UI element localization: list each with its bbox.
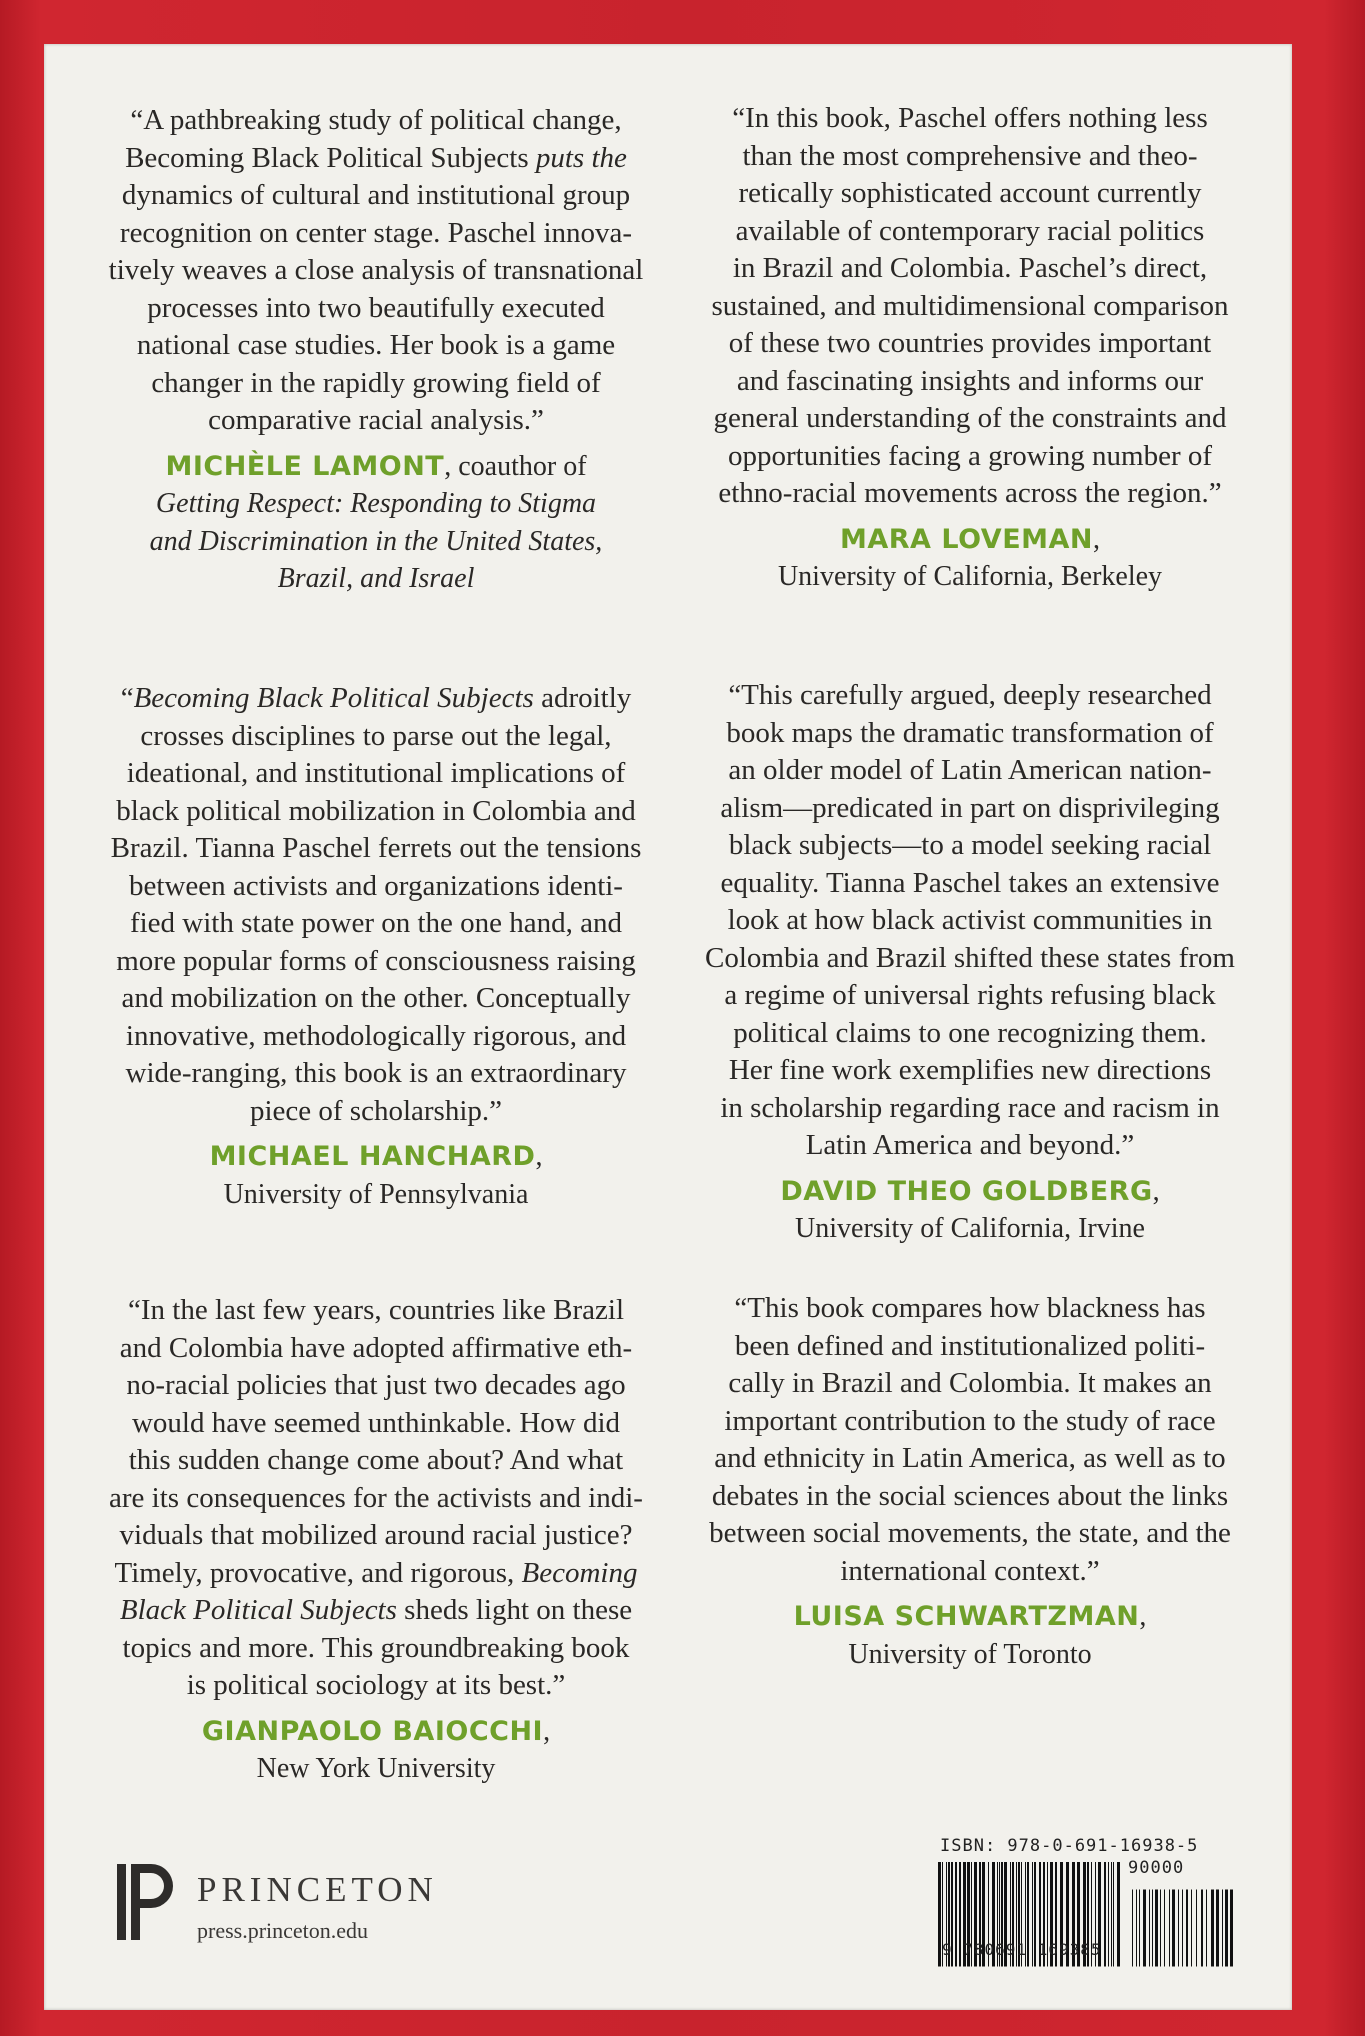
quote-line: available of contemporary racial politics: [735, 214, 1205, 247]
quote-line: tively weaves a close analysis of transnational: [108, 254, 644, 286]
publisher-logo: [115, 1858, 475, 1948]
quote-line: [86, 140, 666, 178]
quote-line: in Brazil and Colombia. Paschel’s direct,: [732, 252, 1208, 284]
reviewer-affiliation-inline: ,: [543, 1715, 551, 1747]
quote-line: “This book compares how blackness has: [734, 1292, 1206, 1324]
reviewer-affiliation: University of California, Irvine: [795, 1213, 1145, 1244]
quote-line: international context.”: [840, 1554, 1100, 1587]
quote-line: viduals that mobilized around racial justice?: [119, 1519, 633, 1551]
quote-line: and ethnicity in Latin America, as well as to: [714, 1442, 1226, 1474]
quote-line: a regime of universal rights refusing black: [724, 979, 1216, 1011]
barcode-addon-bar: [1216, 1890, 1219, 1967]
quote-line: sustained, and multidimensional comparison: [711, 289, 1229, 322]
blurb-goldberg: [680, 677, 1260, 1248]
quote-line: comparative racial analysis.”: [208, 404, 544, 436]
quote-line: [86, 1592, 666, 1630]
reviewer-affiliation-inline: , coauthor of: [444, 450, 587, 482]
quote-line: would have seemed unthinkable. How did: [131, 1406, 621, 1439]
quote-line: an older model of Latin American nation-: [728, 754, 1212, 786]
quote-line: important contribution to the study of race: [724, 1404, 1216, 1437]
reviewer-affiliation: University of California, Berkeley: [777, 561, 1163, 592]
barcode-addon-bar: [1201, 1890, 1203, 1967]
barcode-addon-bar: [1206, 1890, 1207, 1967]
barcode-addon-bar: [1186, 1890, 1188, 1967]
barcode-addon-bar: [1196, 1890, 1197, 1967]
quote-line: ideational, and institutional implications of: [126, 757, 626, 789]
reviewer-affiliation: Brazil, and Israel: [277, 563, 475, 594]
quote-line: retically sophisticated account currently: [738, 177, 1202, 209]
quote-line: Brazil. Tianna Paschel ferrets out the tensions: [110, 832, 642, 864]
barcode-addon-bar: [1225, 1890, 1228, 1967]
quote-line: this sudden change come about? And what: [128, 1444, 624, 1476]
isbn-barcode-block: [936, 1836, 1236, 1976]
reviewer-affiliation-inline: ,: [1152, 1175, 1160, 1207]
quote-line: Latin America and beyond.”: [805, 1129, 1135, 1161]
quote-line: ethno-racial movements across the region.”: [718, 477, 1222, 509]
reviewer-affiliation-inline: ,: [1139, 1601, 1147, 1632]
quote-line: processes into two beautifully executed: [147, 291, 605, 324]
attribution: [86, 1138, 666, 1176]
princeton-p-logo-icon: [115, 1862, 175, 1942]
barcode-addon-bar: [1132, 1890, 1133, 1967]
barcode-addon-bar: [1182, 1890, 1183, 1967]
quote-segment: Timely, provocative, and rigorous,: [114, 1556, 522, 1589]
reviewer-name: LUISA SCHWARTZMAN: [793, 1601, 1140, 1632]
barcode-addon-bar: [1191, 1890, 1192, 1967]
attribution: [86, 1713, 666, 1751]
book-title-italic: Black Political Subjects: [119, 1594, 397, 1626]
quote-line: and Colombia have adopted affirmative eth-: [119, 1331, 633, 1364]
blurb-baiocchi: [86, 1292, 666, 1788]
quote-segment: sheds light on these: [396, 1594, 633, 1626]
barcode-bar: [1104, 1862, 1106, 1967]
barcode-addon-bar: [1211, 1890, 1214, 1967]
barcode-bar: [1108, 1862, 1109, 1967]
quote-line: is political sociology at its best.”: [186, 1669, 566, 1701]
quote-line: national case studies. Her book is a game: [136, 329, 616, 361]
barcode-bar: [938, 1862, 941, 1967]
quote-line: cally in Brazil and Colombia. It makes an: [728, 1367, 1212, 1399]
barcode-bar: [1117, 1862, 1120, 1967]
quote-line: political claims to one recognizing them.: [733, 1016, 1207, 1049]
attribution: [86, 448, 666, 486]
isbn-label: ISBN: 978-0-691-16938-5: [940, 1836, 1199, 1856]
quote-line: changer in the rapidly growing field of: [151, 366, 601, 399]
barcode-addon-bar: [1143, 1890, 1146, 1967]
quote-line: black political mobilization in Colombia and: [116, 794, 636, 827]
quote-line: between social movements, the state, and the: [709, 1517, 1231, 1549]
barcode-addon-bar: [1178, 1890, 1179, 1967]
reviewer-affiliation: University of Toronto: [848, 1638, 1092, 1670]
quote-line: been defined and institutionalized politi-: [734, 1329, 1206, 1362]
quote-line: are its consequences for the activists and indi-: [109, 1481, 643, 1514]
quote-line: dynamics of cultural and institutional group: [121, 179, 631, 211]
quote-line: Her fine work exemplifies new directions: [728, 1054, 1212, 1086]
barcode-addon-bar: [1169, 1890, 1170, 1967]
quote-line: between activists and organizations identi-: [129, 869, 623, 902]
reviewer-name: MICHÈLE LAMONT: [165, 450, 445, 482]
quote-line: black subjects—to a model seeking racial: [728, 829, 1212, 861]
blurb-schwartzman: [680, 1290, 1260, 1673]
quote-line: innovative, methodologically rigorous, and: [125, 1019, 627, 1052]
quote-line: recognition on center stage. Paschel innova-: [119, 216, 633, 249]
barcode-addon-bar: [1136, 1890, 1137, 1967]
barcode-addon-bar: [1139, 1890, 1140, 1967]
quote-line: “This carefully argued, deeply researched: [728, 679, 1212, 711]
reviewer-name: MARA LOVEMAN: [839, 523, 1094, 555]
blurb-loveman: [680, 100, 1260, 596]
quote-segment: “: [120, 682, 134, 714]
attribution: [680, 1173, 1260, 1211]
price-code: 90000: [1128, 1858, 1185, 1878]
quote-line: than the most comprehensive and theo-: [742, 139, 1198, 172]
reviewer-affiliation-inline: ,: [1093, 523, 1101, 555]
barcode-addon-bar: [1222, 1890, 1223, 1967]
reviewer-affiliation: Getting Respect: Responding to Stigma: [155, 488, 597, 519]
blurb-hanchard: [86, 680, 666, 1213]
quote-line: of these two countries provides important: [728, 327, 1212, 359]
quote-line: general understanding of the constraints and: [713, 402, 1227, 434]
publisher-url: press.princeton.edu: [197, 1918, 369, 1943]
barcode-addon-bar: [1155, 1890, 1158, 1967]
quote-line: [86, 1555, 666, 1593]
quote-segment: Becoming Black Political Subjects: [125, 141, 529, 174]
quote-line: equality. Tianna Paschel takes an extensive: [720, 866, 1220, 899]
quote-segment: adroitly: [533, 682, 632, 714]
barcode-addon-bar: [1164, 1890, 1165, 1967]
quote-line: alism—predicated in part on disprivileging: [720, 791, 1220, 824]
book-title-italic: Becoming: [521, 1556, 638, 1589]
quote-line: topics and more. This groundbreaking book: [122, 1631, 630, 1664]
quote-line: “In the last few years, countries like Brazil: [127, 1294, 625, 1326]
reviewer-name: GIANPAOLO BAIOCCHI: [201, 1715, 544, 1747]
publisher-name: PRINCETON: [197, 1870, 438, 1909]
quote-line: crosses disciplines to parse out the legal,: [140, 719, 612, 752]
barcode-bar: [1111, 1862, 1112, 1967]
quote-line: “In this book, Paschel offers nothing less: [732, 102, 1208, 134]
barcode-addon-bar: [1172, 1890, 1175, 1967]
quote-line: fied with state power on the one hand, and: [129, 907, 623, 939]
barcode-addon-bar: [1149, 1890, 1150, 1967]
barcode-addon-bar: [1230, 1890, 1233, 1967]
quote-line: and fascinating insights and informs our: [736, 364, 1204, 397]
book-title-italic: Becoming Black Political Subjects: [133, 682, 534, 714]
barcode-addon-bar: [1160, 1890, 1161, 1967]
quote-line: [86, 680, 666, 718]
attribution: [680, 1598, 1260, 1636]
quote-line: wide-ranging, this book is an extraordinary: [125, 1057, 627, 1089]
quote-line: no-racial policies that just two decades ago: [126, 1369, 626, 1401]
attribution: [680, 521, 1260, 559]
reviewer-affiliation-inline: ,: [535, 1141, 543, 1172]
book-title-italic: puts the: [528, 141, 627, 174]
quote-line: in scholarship regarding race and racism in: [720, 1091, 1220, 1124]
quote-line: “A pathbreaking study of political change,: [130, 104, 622, 136]
barcode-digits: 9 780691 169385: [942, 1940, 1102, 1959]
quote-line: debates in the social sciences about the links: [711, 1479, 1229, 1512]
blurb-lamont: [86, 102, 666, 598]
quote-line: piece of scholarship.”: [249, 1094, 503, 1127]
reviewer-affiliation: New York University: [256, 1753, 496, 1784]
quote-line: look at how black activist communities in: [727, 904, 1213, 936]
barcode-bar: [1113, 1862, 1114, 1967]
quote-line: Colombia and Brazil shifted these states from: [705, 941, 1235, 974]
quote-line: opportunities facing a growing number of: [727, 439, 1213, 472]
barcode-addon-bar: [1152, 1890, 1153, 1967]
quote-line: more popular forms of consciousness raising: [116, 944, 636, 977]
reviewer-name: DAVID THEO GOLDBERG: [780, 1175, 1153, 1207]
quote-line: and mobilization on the other. Conceptually: [121, 982, 631, 1014]
reviewer-affiliation: and Discrimination in the United States,: [149, 525, 603, 557]
reviewer-affiliation: University of Pennsylvania: [223, 1178, 529, 1210]
quote-line: book maps the dramatic transformation of: [726, 716, 1214, 749]
reviewer-name: MICHAEL HANCHARD: [209, 1141, 536, 1172]
